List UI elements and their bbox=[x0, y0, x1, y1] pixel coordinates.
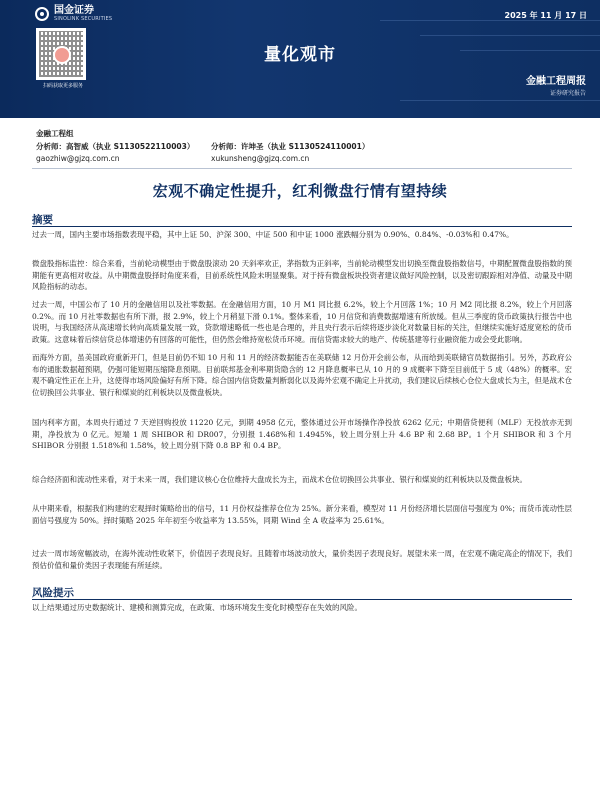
paragraph-risk: 以上结果通过历史数据统计、建模和测算完成，在政策、市场环境发生变化时模型存在失效的风险。 bbox=[32, 603, 362, 612]
report-headline: 宏观不确定性提升，红利微盘行情有望持续 bbox=[152, 182, 448, 200]
banner-stripe bbox=[400, 100, 600, 101]
divider bbox=[32, 168, 572, 169]
brand-name: 国金证券 bbox=[54, 5, 94, 16]
analyst-label: 分析师： bbox=[211, 142, 241, 151]
section-underline bbox=[32, 599, 572, 600]
paragraph-factors: 过去一周市场宽幅波动，在海外流动性收紧下，价值因子表现良好。且随着市场波动放大，量价类因子表现良好。展望未来一周，在宏观不确定高企的情况下，我们预估价值和量价类因子表现能有所延续。 bbox=[32, 549, 572, 570]
paragraph-domestic-macro: 过去一周，中国公布了 10 月的金融信用以及社零数据。在金融信用方面，10 月 M1 同比报 6.2%，较上个月回落 1%；10 月 M2 同比报 8.2%，较上个月回落 0.2%。而 10 月社零数据也有所下滑，报 2.9%，较上个月稍显下滑 0.1%。整体来看，10 月信贷和消费数据增速有所放缓。但从三季度的货币政策执行报告中也说明，与我国经济从高速增长转向高质量发展一致，贷款增速略低一些也是合理的，并且央行表示后续将逐步淡化对数量目标的关注，但继续实施好适度宽松的货币政策。这意味着后续信贷总体增速仍有回落的可能性，但仍然会维持宽松货币环境。而信贷需求较大的地产、传统基建等行业融资能力或会受此影响。 bbox=[32, 300, 572, 344]
section-underline bbox=[32, 226, 572, 227]
paragraph-timing: 从中期来看，根据我们构建的宏观择时策略给出的信号，11 月份权益推荐仓位为 25%。新分来看，模型对 11 月份经济增长层面信号强度为 0%；而货币流动性层面信号强度为 50%。择时策略 2025 年年初至今收益率为 13.55%，同期 Wind 全 A 收益率为 25.61%。 bbox=[32, 504, 572, 525]
paragraph-rates: 国内利率方面，本周央行通过 7 天逆回购投放 11220 亿元，到期 4958 亿元，整体通过公开市场操作净投放 6262 亿元；中期借贷便利（MLF）无投放亦无到期，净投放为 0 亿元。短端 1 周 SHIBOR 和 DR007，分别报 1.468%和 1.4945%，较上周分别上升 4.6 BP 和 2.68 BP。1 个月 SHIBOR 和 3 个月 SHIBOR 分别报 1.518%和 1.58%，较上周分别下降 0.8 BP 和 0.4 BP。 bbox=[32, 418, 572, 450]
analyst-2-email[interactable]: xukunsheng@gjzq.com.cn bbox=[211, 154, 310, 163]
report-banner bbox=[0, 0, 600, 118]
sinolink-logo-icon bbox=[35, 7, 49, 21]
analyst-1 bbox=[36, 141, 194, 152]
report-subtype: 证券研究报告 bbox=[549, 90, 586, 97]
brand-logo bbox=[35, 6, 112, 22]
analyst-2 bbox=[211, 141, 369, 152]
section-title-summary: 摘要 bbox=[32, 214, 53, 226]
analyst-label: 分析师： bbox=[36, 142, 66, 151]
qr-caption: 扫码获取更多服务 bbox=[42, 83, 83, 89]
team-name: 金融工程组 bbox=[36, 129, 74, 138]
paragraph-allocation: 综合经济面和流动性来看，对于未来一周，我们建议核心仓位维持大盘成长为主，而战术仓位切换回公共事业、银行和煤炭的红利板块以及微盘板块。 bbox=[32, 475, 527, 484]
analyst-1-email[interactable]: gaozhiw@gjzq.com.cn bbox=[36, 154, 120, 163]
paragraph-microcap: 微盘股指标监控：综合来看，当前轮动模型由于微盘股滚动 20 天斜率欢正，茅指数为正斜率，当前轮动模型发出切换至微盘股指数信号，中期配置微盘股指数的预期能有更高相对收益。从中期微盘股择时角度来看，目前系统性风险未明显聚集。对于持有微盘板块投资者建议做好风险控制，以及密切跟踪相对净值、动量及中期风险指标的动态。 bbox=[32, 259, 572, 291]
section-title-risk: 风险提示 bbox=[32, 587, 74, 599]
analyst-name: 许坤圣（执业 S1130524110001） bbox=[241, 142, 370, 151]
report-title: 量化观市 bbox=[264, 45, 336, 65]
paragraph-overseas: 而海外方面，虽美国政府重新开门，但是目前仍不知 10 月和 11 月的经济数据能否在美联储 12 月份开会前公布，从而给到美联储官员数据指引。另外，苏政府公布的通胀数据超预期，仍强可能短期压缩降息预期。目前联邦基金利率期货隐含的 12 月降息概率已从 10 月的 9 成概率下降至目前低于 5 成（48%）的概率。宏观不确定性正在上升，这使得市场风险偏好有所下降。综合国内信贷数量判断弱化以及海外宏观不确定上升扰动，我们建议后续核心仓位大盘成长为主，但是战术仓位切换回公共事业、银行和煤炭的红利板块以及微盘板块。 bbox=[32, 353, 572, 397]
report-date: 2025 年 11 月 17 日 bbox=[504, 11, 587, 20]
brand-name-en: SINOLINK SECURITIES bbox=[54, 16, 113, 22]
paragraph-market: 过去一周，国内主要市场指数表现平稳，其中上证 50、沪深 300、中证 500 和中证 1000 涨跌幅分别为 0.90%、0.84%、-0.03%和 0.47%。 bbox=[32, 230, 514, 239]
banner-stripe bbox=[420, 35, 600, 36]
report-type: 金融工程周报 bbox=[526, 76, 586, 87]
analyst-name: 高智威（执业 S1130522110003） bbox=[66, 142, 195, 151]
